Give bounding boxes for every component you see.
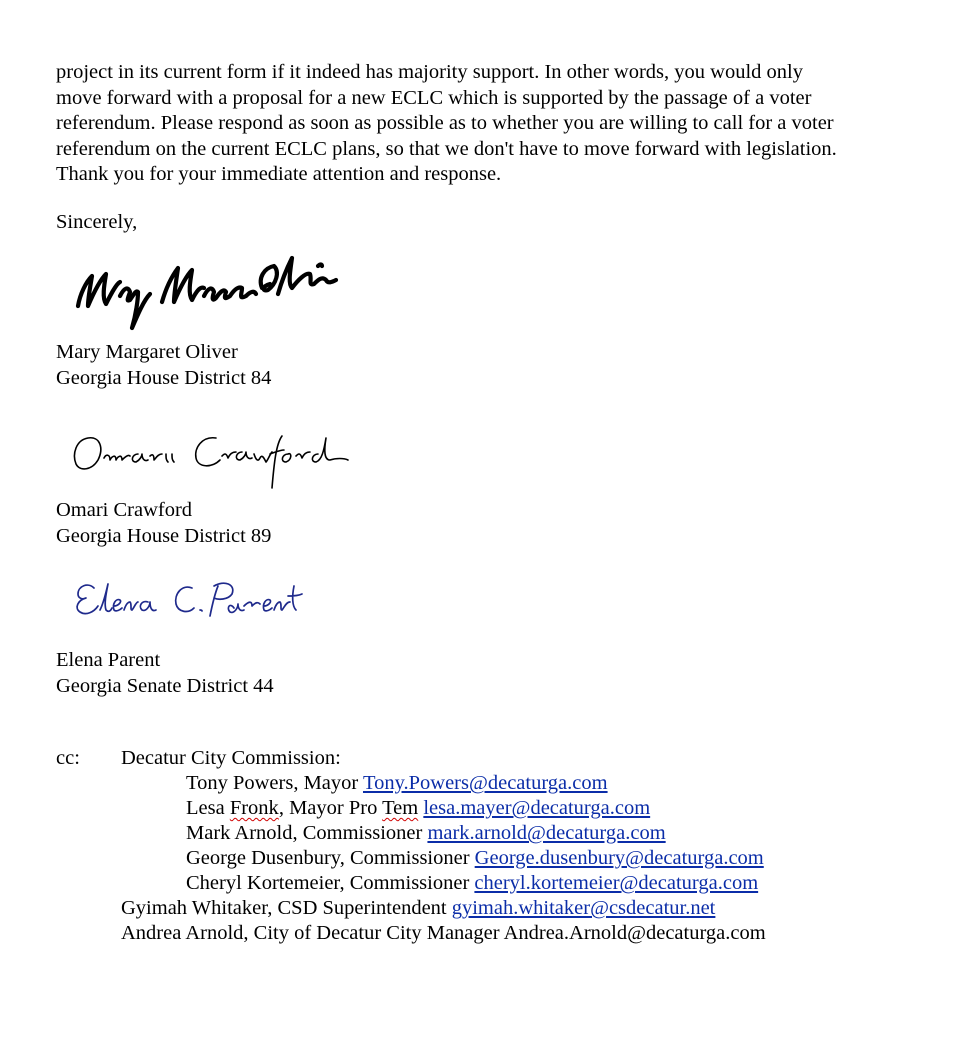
signer-title: Georgia Senate District 44 xyxy=(56,674,274,697)
body-line: Thank you for your immediate attention and response. xyxy=(56,163,502,185)
signer-block-oliver xyxy=(56,340,271,391)
spellcheck-word: Tem xyxy=(382,797,419,819)
email-link[interactable]: Tony.Powers@decaturga.com xyxy=(362,772,608,794)
handwritten-signature-image xyxy=(66,244,356,336)
cc-entry xyxy=(121,771,961,796)
email-text: Andrea.Arnold@decaturga.com xyxy=(503,922,766,944)
cc-entry xyxy=(121,821,961,846)
signer-block-parent xyxy=(56,648,274,699)
cc-entry xyxy=(121,896,961,921)
body-line: referendum on the current ECLC plans, so that we don't have to move forward with legislation. xyxy=(56,137,837,160)
body-line: move forward with a proposal for a new ECLC which is supported by the passage of a voter xyxy=(56,86,812,109)
letter-body xyxy=(56,60,956,188)
cc-group-heading: Decatur City Commission: xyxy=(121,747,341,769)
signer-title: Georgia House District 89 xyxy=(56,524,272,547)
closing: Sincerely, xyxy=(56,211,138,233)
signature-crawford xyxy=(66,424,356,496)
spellcheck-word: Fronk xyxy=(229,797,279,819)
body-line: project in its current form if it indeed has majority support. In other words, you would only xyxy=(56,61,803,83)
email-link[interactable]: lesa.mayer@decaturga.com xyxy=(423,797,651,819)
signer-block-crawford xyxy=(56,498,271,549)
signature-oliver xyxy=(66,244,356,336)
email-link[interactable]: mark.arnold@decaturga.com xyxy=(427,822,666,844)
cc-entry xyxy=(121,796,961,821)
cc-entry-name: Cheryl Kortemeier, Commissioner xyxy=(186,872,475,894)
cc-label: cc: xyxy=(56,747,80,769)
email-link[interactable]: gyimah.whitaker@csdecatur.net xyxy=(451,897,716,919)
cc-entry xyxy=(121,921,961,946)
cc-entry-name: Mark Arnold, Commissioner xyxy=(186,822,428,844)
cc-entry xyxy=(121,846,961,871)
signature-parent xyxy=(66,572,306,626)
cc-entry-name: George Dusenbury, Commissioner xyxy=(186,847,475,869)
cc-entry-title: , Mayor Pro xyxy=(278,797,383,819)
signer-name: Omari Crawford xyxy=(56,499,193,521)
cc-list xyxy=(121,746,961,946)
handwritten-signature-image xyxy=(66,572,306,626)
cc-entry-name: Lesa xyxy=(186,797,230,819)
signer-name: Mary Margaret Oliver xyxy=(56,341,238,363)
signer-name: Elena Parent xyxy=(56,649,161,671)
cc-entry xyxy=(121,871,961,896)
signer-title: Georgia House District 84 xyxy=(56,366,272,389)
cc-entry-name: Gyimah Whitaker, CSD Superintendent xyxy=(121,897,452,919)
cc-entry-name: Tony Powers, Mayor xyxy=(186,772,363,794)
handwritten-signature-image xyxy=(66,424,356,496)
email-link[interactable]: cheryl.kortemeier@decaturga.com xyxy=(474,872,759,894)
email-link[interactable]: George.dusenbury@decaturga.com xyxy=(474,847,764,869)
body-line: referendum. Please respond as soon as possible as to whether you are willing to call for a voter xyxy=(56,112,834,134)
cc-entry-name: Andrea Arnold, City of Decatur City Manager xyxy=(121,922,504,944)
